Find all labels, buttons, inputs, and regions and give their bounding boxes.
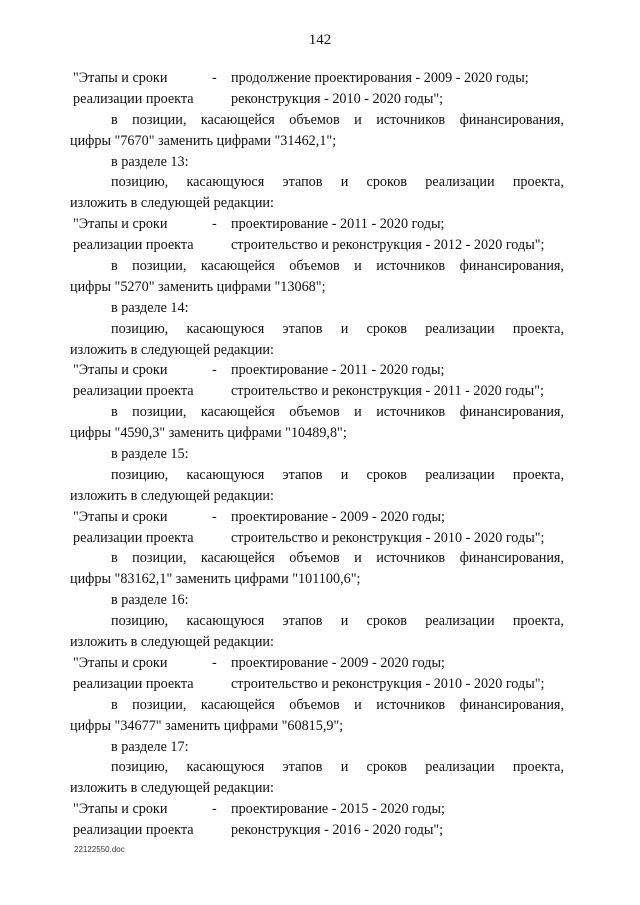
text-line: цифры "83162,1" заменить цифрами "101100,6"; <box>70 571 361 588</box>
document-body <box>70 68 564 841</box>
section-heading: в разделе 16: <box>111 592 189 609</box>
paragraph-line: позицию, касающуюся этапов и сроков реализации проекта, <box>111 613 564 630</box>
paragraph-line: в позиции, касающейся объемов и источников финансирования, <box>111 696 564 713</box>
position-row <box>70 653 564 674</box>
position-label: "Этапы и сроки <box>73 216 168 233</box>
position-value: проектирование - 2011 - 2020 годы; <box>231 362 445 379</box>
position-value: проектирование - 2011 - 2020 годы; <box>231 216 445 233</box>
position-dash: - <box>212 362 217 379</box>
position-row <box>70 360 564 381</box>
section-heading: в разделе 14: <box>111 299 189 316</box>
position-label: реализации проекта <box>73 822 194 839</box>
text-line: изложить в следующей редакции: <box>70 341 274 358</box>
position-dash: - <box>212 70 217 86</box>
text-line: изложить в следующей редакции: <box>70 195 274 212</box>
position-row <box>70 507 564 528</box>
position-row <box>70 528 564 549</box>
position-dash: - <box>212 216 217 233</box>
paragraph-line: позицию, касающуюся этапов и сроков реализации проекта, <box>111 320 564 337</box>
position-row <box>70 674 564 695</box>
position-value: проектирование - 2009 - 2020 годы; <box>231 654 446 671</box>
position-row <box>70 799 564 820</box>
position-value: строительство и реконструкция - 2011 - 2020 годы"; <box>231 383 544 400</box>
text-line: цифры "4590,3" заменить цифрами "10489,8"; <box>70 425 347 442</box>
position-value: реконструкция - 2016 - 2020 годы"; <box>231 822 444 839</box>
position-dash: - <box>212 801 217 818</box>
position-dash: - <box>212 508 217 525</box>
position-row <box>70 381 564 402</box>
position-label: "Этапы и сроки <box>73 654 168 671</box>
position-row <box>70 214 564 235</box>
paragraph-line: позицию, касающуюся этапов и сроков реализации проекта, <box>111 759 564 776</box>
section-heading: в разделе 13: <box>111 153 189 170</box>
paragraph-line: в позиции, касающейся объемов и источников финансирования, <box>111 258 564 275</box>
paragraph-line: в позиции, касающейся объемов и источников финансирования, <box>111 111 564 128</box>
position-row <box>70 820 564 841</box>
position-value: проектирование - 2009 - 2020 годы; <box>231 508 446 525</box>
position-value: строительство и реконструкция - 2012 - 2020 годы"; <box>231 237 545 254</box>
text-line: цифры "5270" заменить цифрами "13068"; <box>70 278 326 295</box>
paragraph-line: в позиции, касающейся объемов и источников финансирования, <box>111 550 564 567</box>
text-line: цифры "34677" заменить цифрами "60815,9"; <box>70 717 344 734</box>
position-label: "Этапы и сроки <box>73 508 168 525</box>
position-label: "Этапы и сроки <box>73 70 168 86</box>
position-value: проектирование - 2015 - 2020 годы; <box>231 801 446 818</box>
footer-filename: 22122550.doc <box>74 845 125 854</box>
position-row <box>70 235 564 256</box>
text-line: цифры "7670" заменить цифрами "31462,1"; <box>70 132 337 149</box>
text-line: изложить в следующей редакции: <box>70 780 274 797</box>
position-row <box>70 89 564 110</box>
position-label: реализации проекта <box>73 383 194 400</box>
position-row <box>70 68 564 89</box>
page-number: 142 <box>308 32 332 48</box>
section-heading: в разделе 15: <box>111 446 189 463</box>
position-label: реализации проекта <box>73 675 194 692</box>
position-label: "Этапы и сроки <box>73 362 168 379</box>
position-value: продолжение проектирования - 2009 - 2020 годы; <box>231 70 529 86</box>
position-dash: - <box>212 654 217 671</box>
text-line: изложить в следующей редакции: <box>70 487 274 504</box>
paragraph-line: позицию, касающуюся этапов и сроков реализации проекта, <box>111 174 564 191</box>
position-value: строительство и реконструкция - 2010 - 2020 годы"; <box>231 675 545 692</box>
position-label: реализации проекта <box>73 237 194 254</box>
paragraph-line: в позиции, касающейся объемов и источников финансирования, <box>111 404 564 421</box>
position-value: строительство и реконструкция - 2010 - 2020 годы"; <box>231 529 545 546</box>
section-heading: в разделе 17: <box>111 738 189 755</box>
paragraph-line: позицию, касающуюся этапов и сроков реализации проекта, <box>111 466 564 483</box>
position-value: реконструкция - 2010 - 2020 годы"; <box>231 90 444 107</box>
position-label: "Этапы и сроки <box>73 801 168 818</box>
position-label: реализации проекта <box>73 529 194 546</box>
position-label: реализации проекта <box>73 90 194 107</box>
text-line: изложить в следующей редакции: <box>70 634 274 651</box>
